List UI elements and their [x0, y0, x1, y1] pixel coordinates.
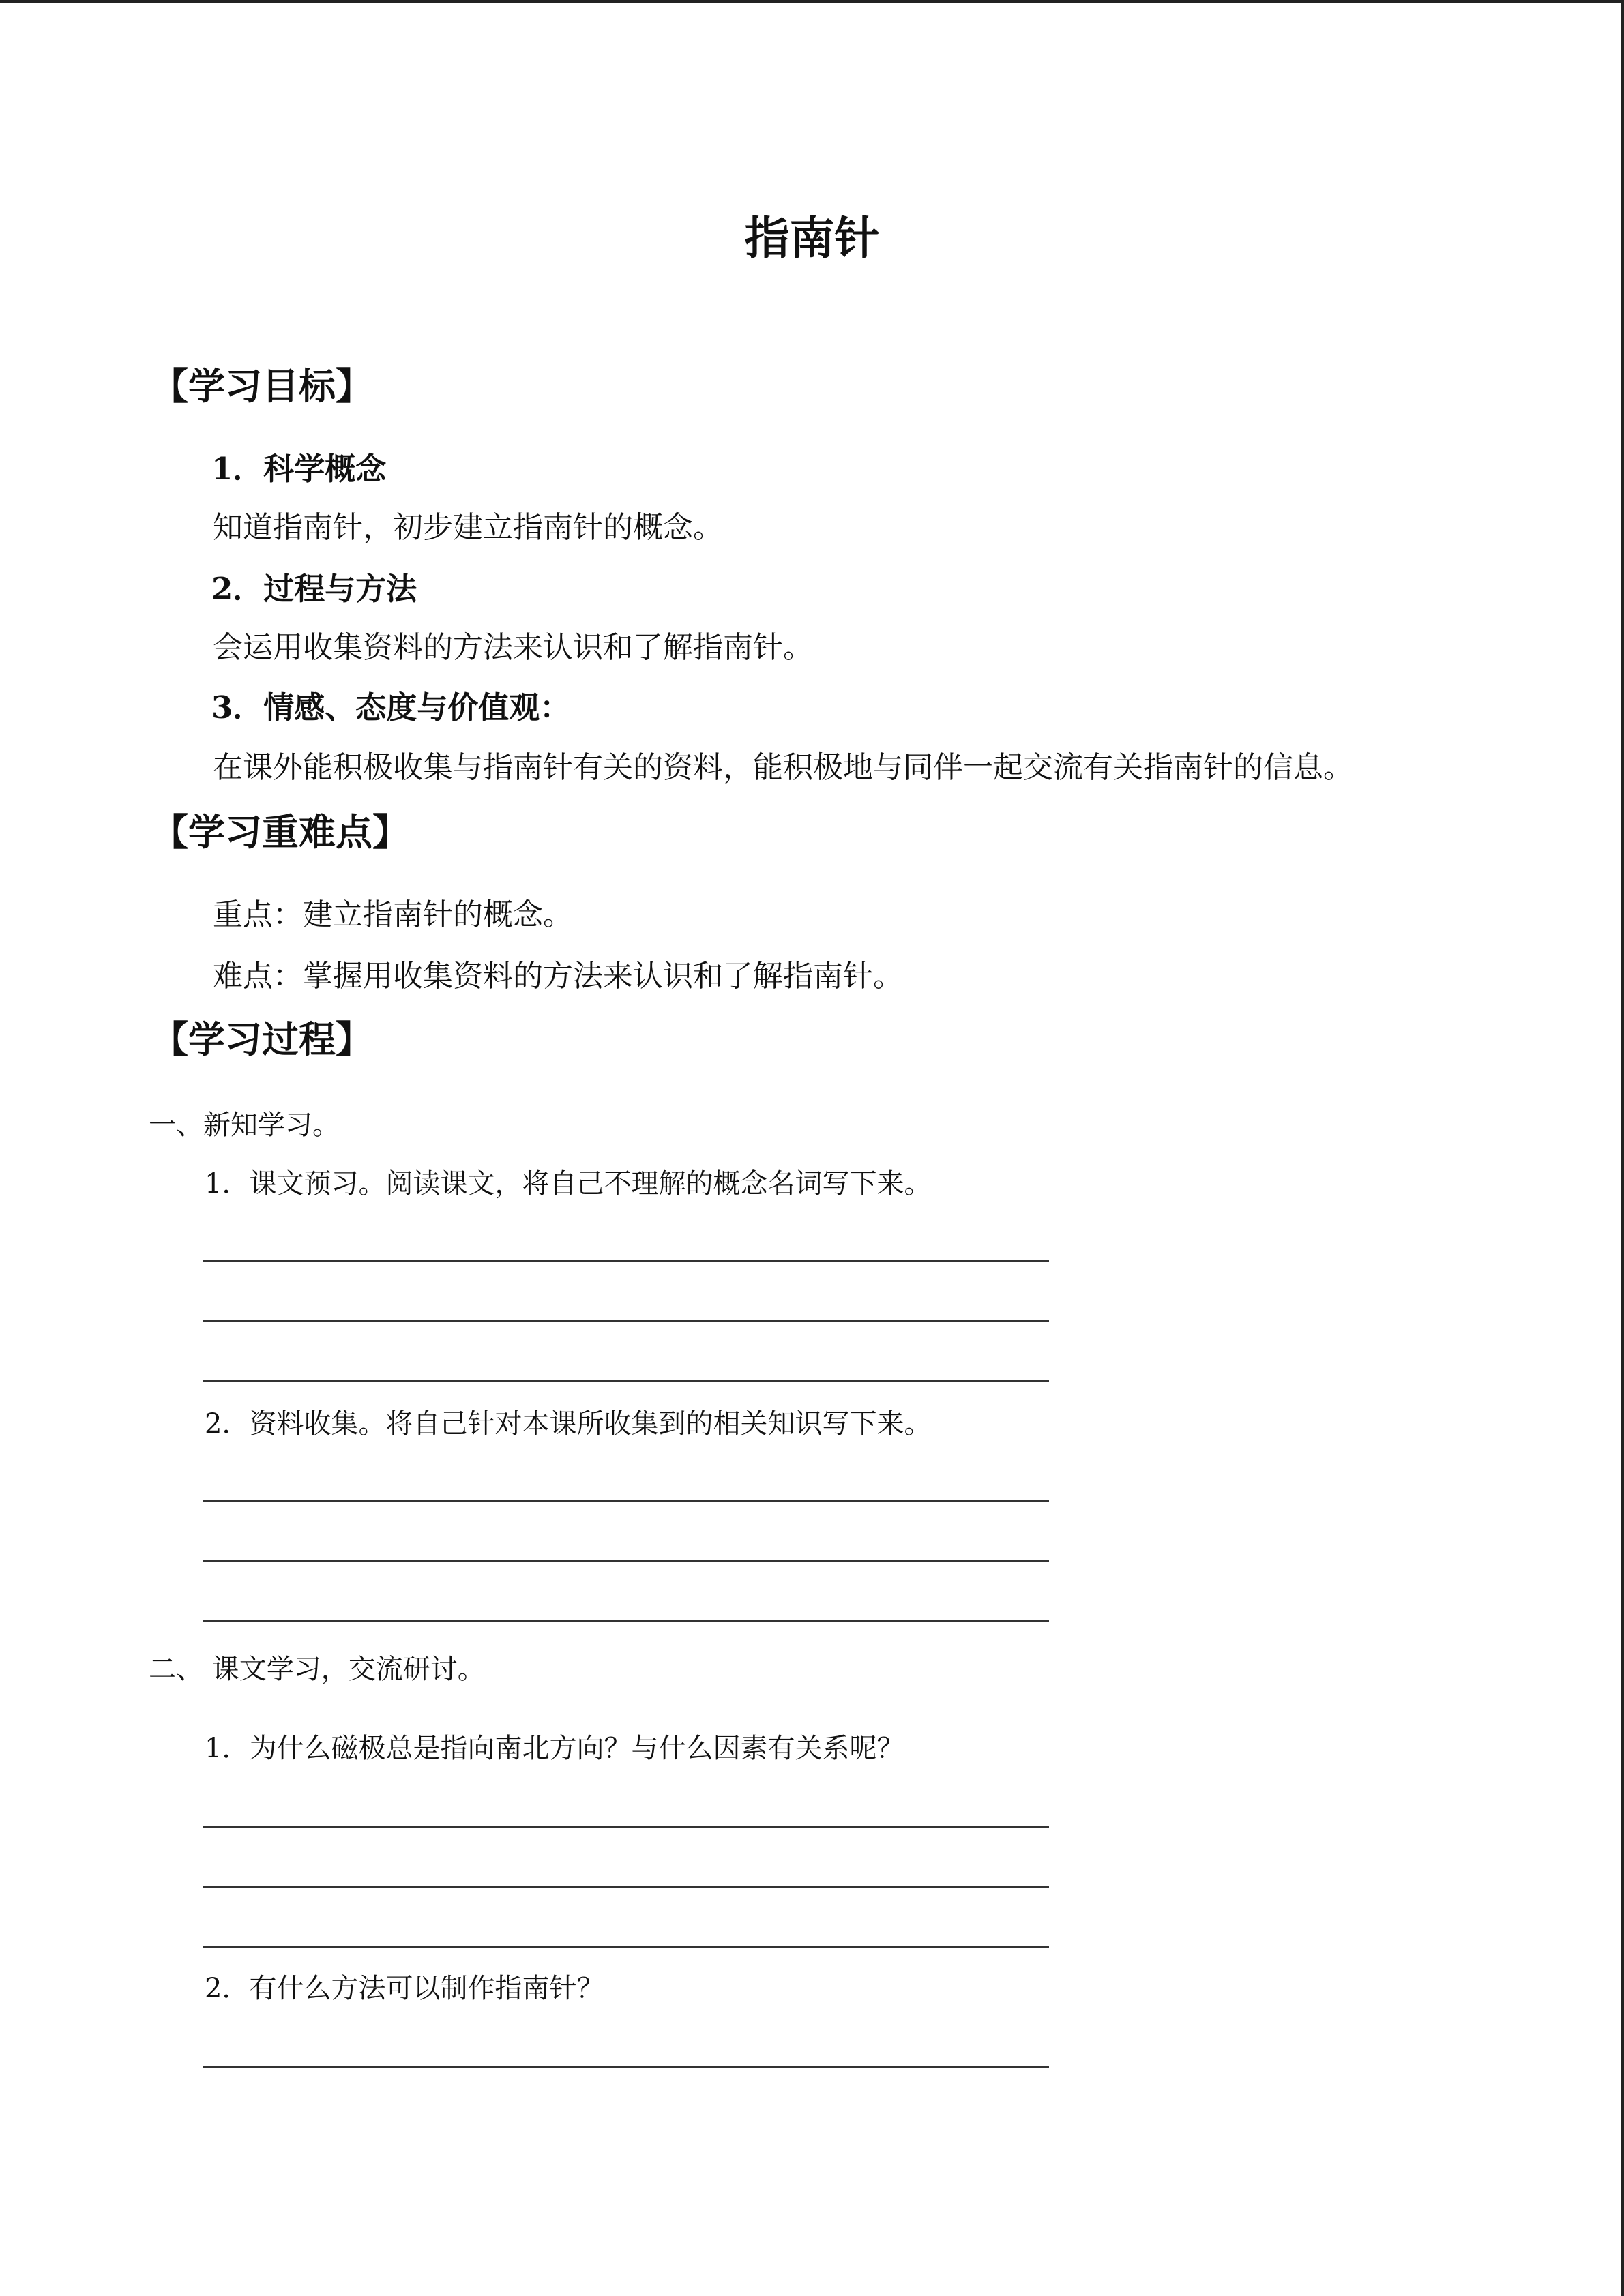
key-point-difficulty: 难点：掌握用收集资料的方法来认识和了解指南针。 [213, 959, 903, 994]
answer-line [203, 1826, 1049, 1828]
objective-3-label: 3．情感、态度与价值观： [211, 689, 571, 726]
answer-line [203, 1260, 1049, 1262]
answer-line [203, 1560, 1049, 1562]
answer-line [203, 1500, 1049, 1502]
answer-line [203, 1380, 1049, 1382]
part1-title: 一、新知学习。 [149, 1109, 340, 1141]
answer-line [203, 1320, 1049, 1322]
key-point-focus: 重点：建立指南针的概念。 [213, 897, 573, 932]
part2-question-1: 1．为什么磁极总是指向南北方向？与什么因素有关系呢？ [205, 1733, 904, 1764]
answer-line [203, 2066, 1049, 2068]
page-title: 指南针 [744, 212, 880, 265]
answer-line [203, 1946, 1049, 1948]
objective-1-text: 知道指南针，初步建立指南针的概念。 [213, 510, 723, 545]
process-heading: 【学习过程】 [151, 1018, 372, 1061]
key-points-heading: 【学习重难点】 [151, 811, 409, 854]
part1-question-1: 1．课文预习。阅读课文，将自己不理解的概念名词写下来。 [205, 1168, 932, 1199]
answer-line [203, 1886, 1049, 1888]
objective-1-label: 1．科学概念 [211, 451, 387, 487]
objective-2-text: 会运用收集资料的方法来认识和了解指南针。 [213, 630, 813, 665]
objective-2-label: 2．过程与方法 [211, 571, 417, 607]
objectives-heading: 【学习目标】 [151, 365, 372, 408]
objective-3-text: 在课外能积极收集与指南针有关的资料，能积极地与同伴一起交流有关指南针的信息。 [213, 750, 1353, 785]
part2-question-2: 2．有什么方法可以制作指南针？ [205, 1973, 604, 2004]
part2-title: 二、 课文学习，交流研讨。 [149, 1654, 485, 1685]
part1-question-2: 2．资料收集。将自己针对本课所收集到的相关知识写下来。 [205, 1408, 932, 1440]
answer-line [203, 1620, 1049, 1622]
